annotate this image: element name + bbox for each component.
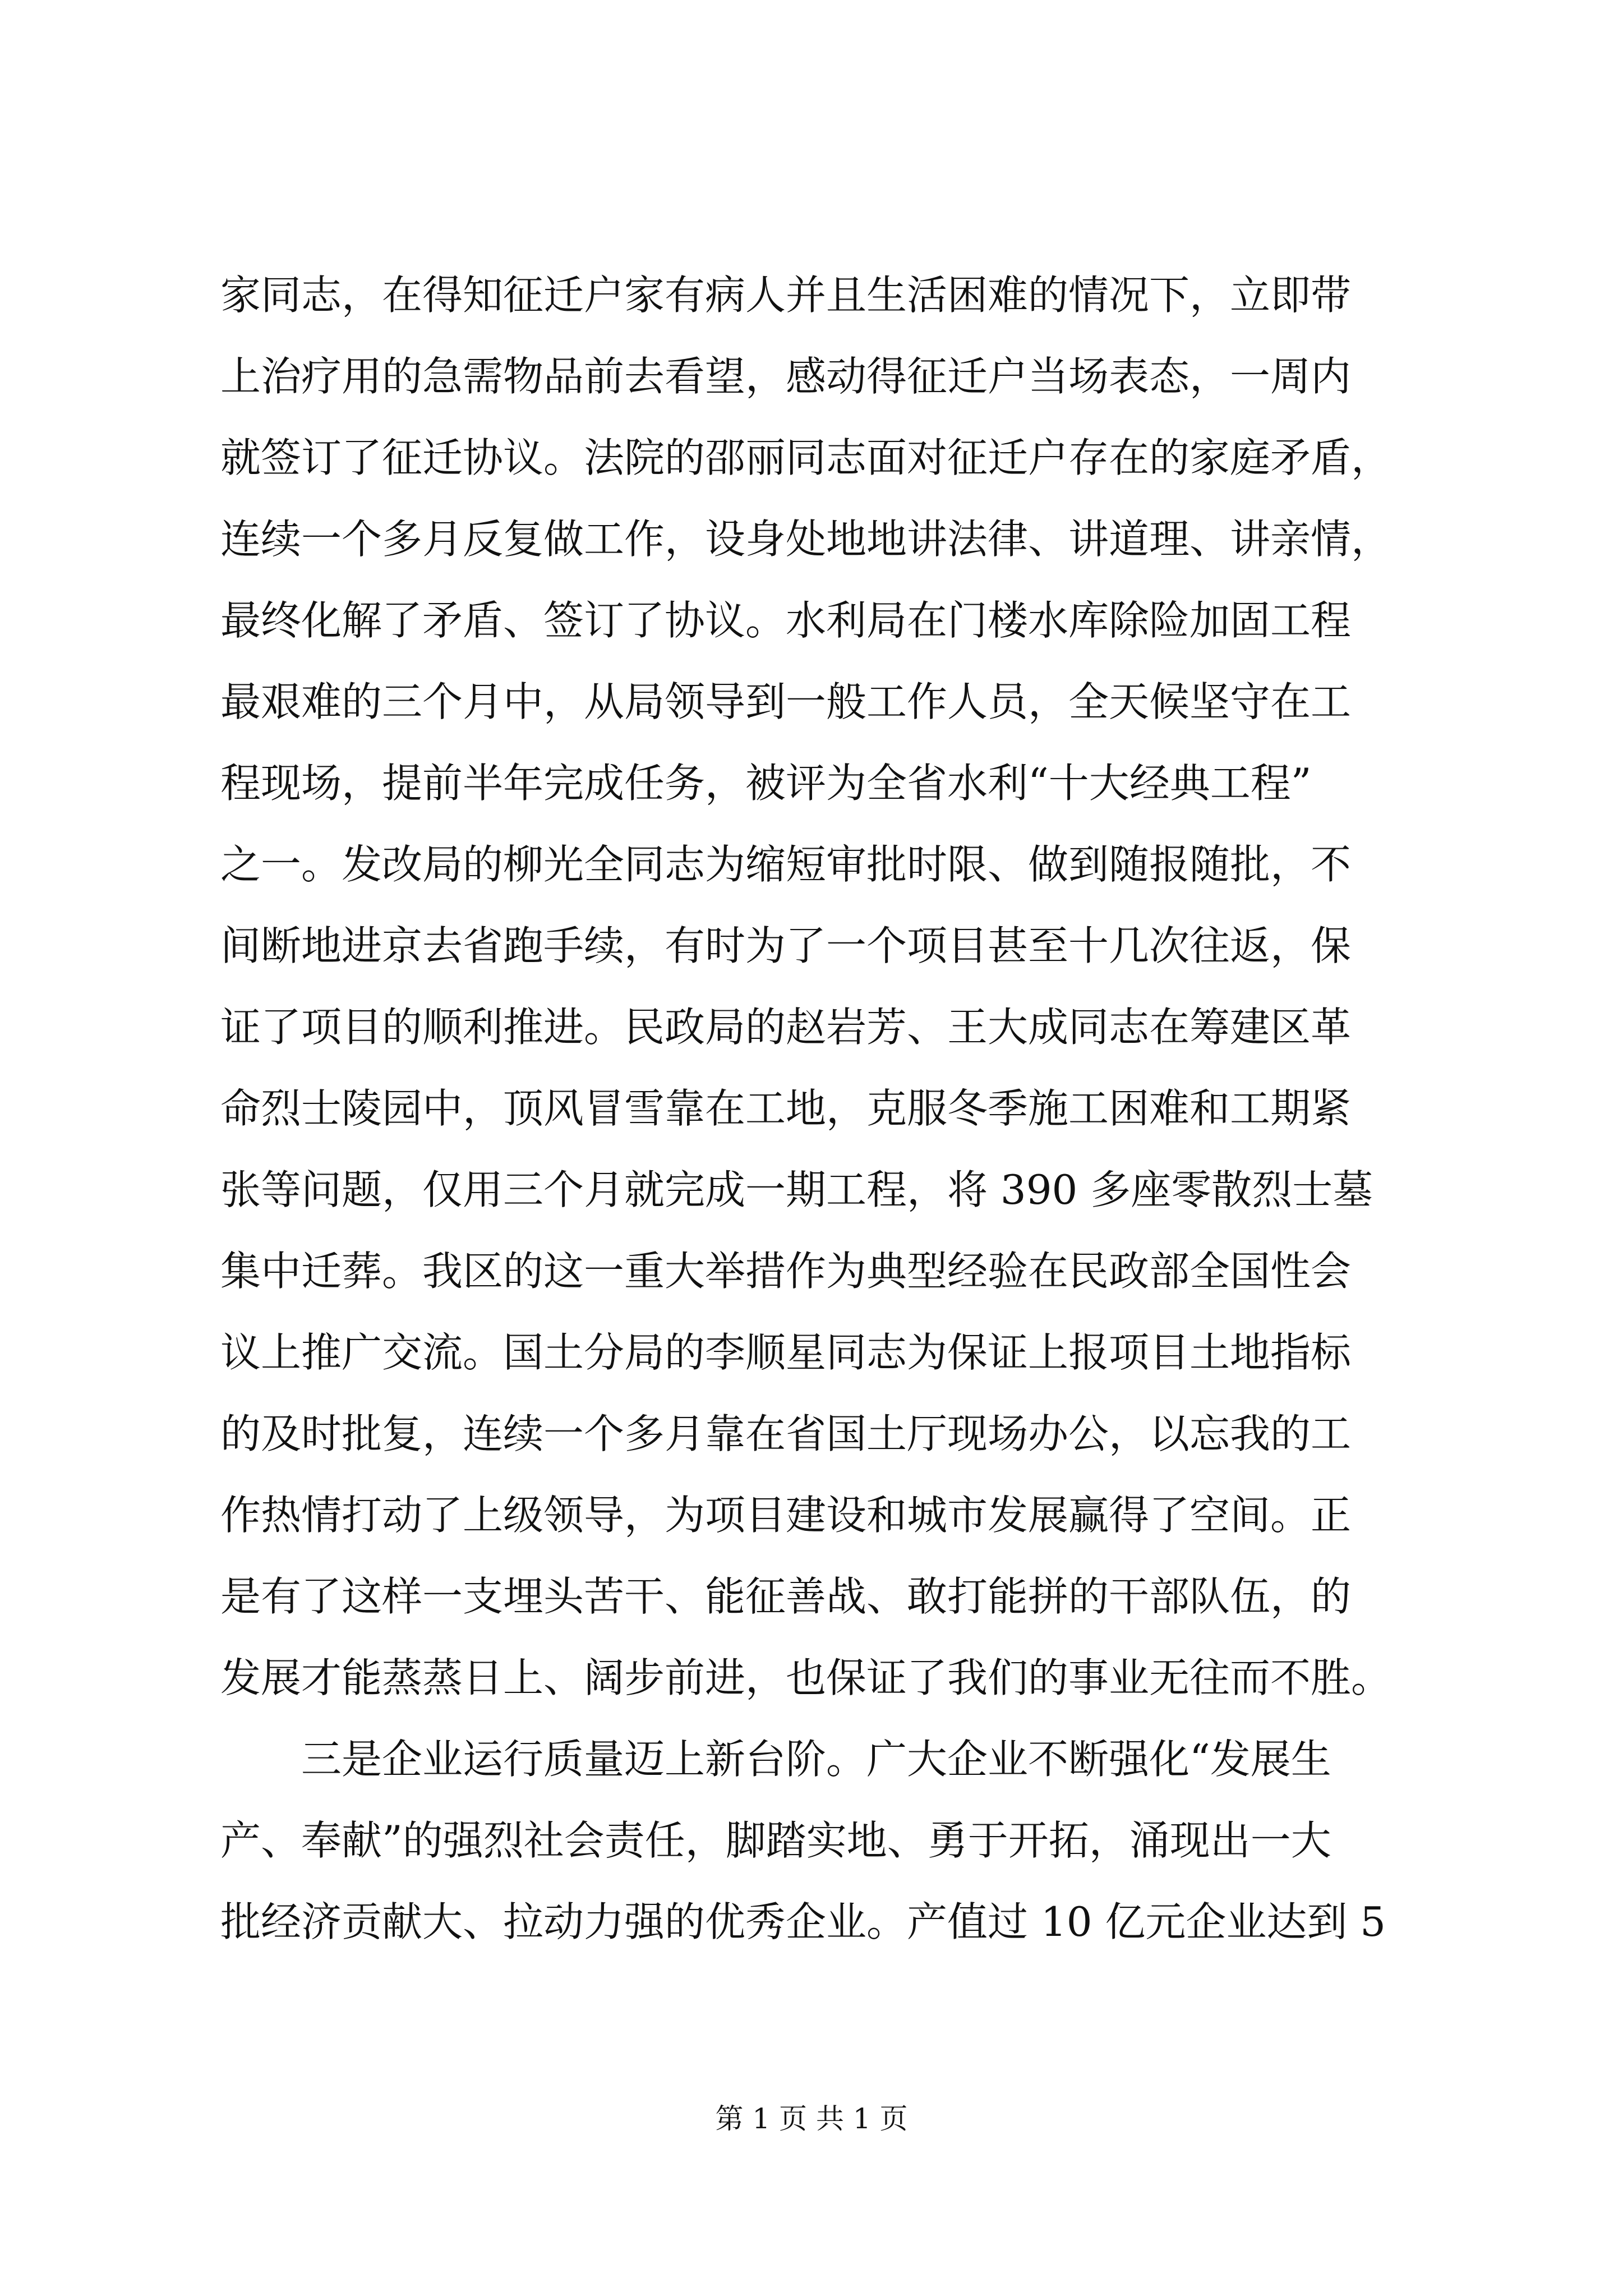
text-line: 是有了这样一支埋头苦干、能征善战、敢打能拼的干部队伍，的 bbox=[220, 1573, 1352, 1620]
text-line: 作热情打动了上级领导，为项目建设和城市发展赢得了空间。正 bbox=[220, 1492, 1352, 1539]
text-line: 集中迁葬。我区的这一重大举措作为典型经验在民政部全国性会 bbox=[220, 1248, 1352, 1295]
text-line: 间断地进京去省跑手续，有时为了一个项目甚至十几次往返，保 bbox=[220, 922, 1352, 969]
text-line: 批经济贡献大、拉动力强的优秀企业。产值过 10 亿元企业达到 5 bbox=[220, 1898, 1386, 1945]
text-line: 连续一个多月反复做工作，设身处地地讲法律、讲道理、讲亲情， bbox=[220, 516, 1392, 563]
body-text bbox=[220, 255, 1415, 1963]
text-line: 证了项目的顺利推进。民政局的赵岩芳、王大成同志在筹建区革 bbox=[220, 1004, 1352, 1051]
text-line: 产、奉献”的强烈社会责任，脚踏实地、勇于开拓，涌现出一大 bbox=[220, 1817, 1331, 1864]
text-line: 发展才能蒸蒸日上、阔步前进，也保证了我们的事业无往而不胜。 bbox=[220, 1654, 1392, 1701]
text-line: 命烈士陵园中，顶风冒雪靠在工地，克服冬季施工困难和工期紧 bbox=[220, 1085, 1352, 1132]
text-line: 最终化解了矛盾、签订了协议。水利局在门楼水库除险加固工程 bbox=[220, 597, 1352, 644]
text-line: 的及时批复，连续一个多月靠在省国土厅现场办公，以忘我的工 bbox=[220, 1410, 1352, 1457]
text-line: 之一。发改局的柳光全同志为缩短审批时限、做到随报随批，不 bbox=[220, 841, 1352, 888]
paragraph-first-line: 三是企业运行质量迈上新台阶。广大企业不断强化“发展生 bbox=[301, 1736, 1331, 1783]
text-line: 就签订了征迁协议。法院的邵丽同志面对征迁户存在的家庭矛盾， bbox=[220, 434, 1392, 481]
text-line: 上治疗用的急需物品前去看望，感动得征迁户当场表态，一周内 bbox=[220, 353, 1352, 400]
text-line: 最艰难的三个月中，从局领导到一般工作人员，全天候坚守在工 bbox=[220, 678, 1352, 725]
text-line: 张等问题，仅用三个月就完成一期工程，将 390 多座零散烈士墓 bbox=[220, 1166, 1373, 1213]
text-line: 程现场，提前半年完成任务，被评为全省水利“十大经典工程” bbox=[220, 760, 1312, 807]
text-line: 家同志，在得知征迁户家有病人并且生活困难的情况下，立即带 bbox=[220, 272, 1352, 319]
page-footer: 第 1 页 共 1 页 bbox=[715, 2102, 908, 2135]
text-line: 议上推广交流。国土分局的李顺星同志为保证上报项目土地指标 bbox=[220, 1329, 1352, 1376]
